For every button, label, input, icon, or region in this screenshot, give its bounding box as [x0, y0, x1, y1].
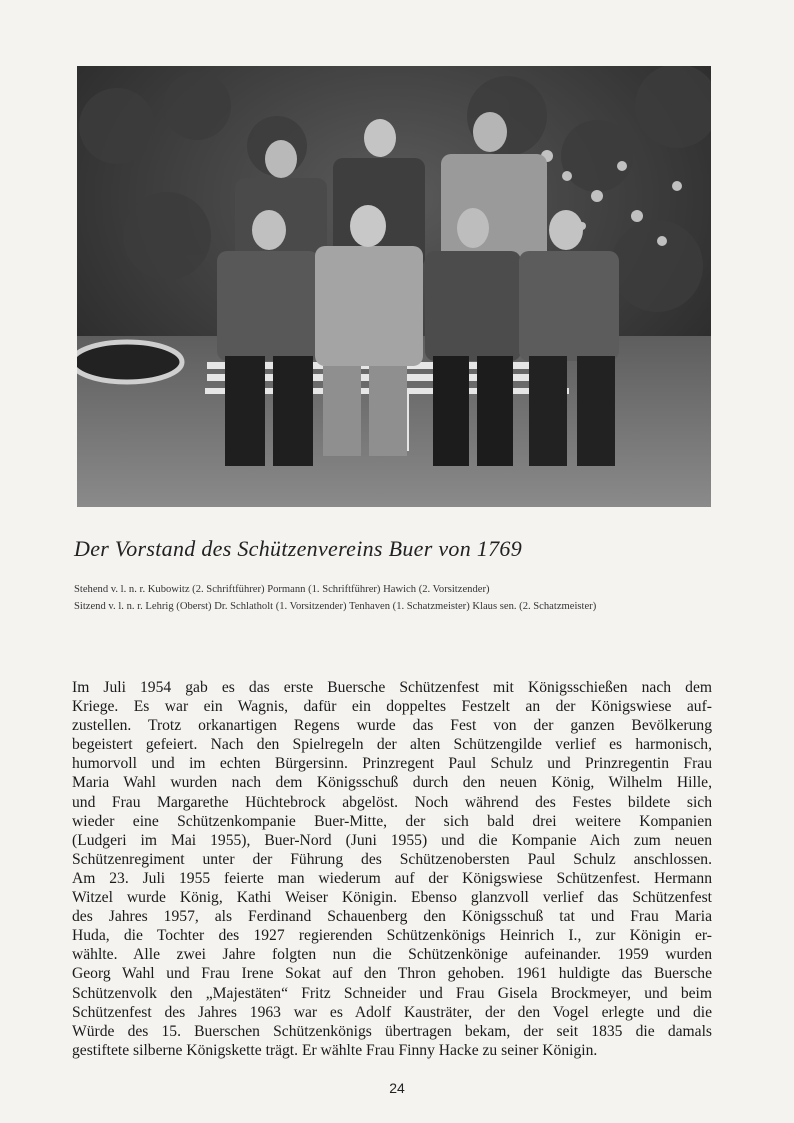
body-line: gestiftete silberne Königskette trägt. Er wählte Frau Finny Hacke zu seiner Königin.: [72, 1041, 598, 1059]
photo-caption-title: Der Vorstand des Schützenvereins Buer von 1769: [74, 536, 523, 561]
body-line: wählte. Alle zwei Jahre folgten nun die Schützenkönige aufeinander. 1959 wurden: [72, 946, 712, 964]
body-line: begeistert gefeiert. Nach den Spielregeln der alten Schützengilde verlief es harmonisch,: [72, 736, 712, 754]
body-line: zustellen. Trotz orkanartigen Regens wurde das Fest von der ganzen Bevölkerung: [72, 717, 712, 735]
body-line: Kriege. Es war ein Wagnis, dafür ein doppeltes Festzelt an der Königswiese auf-: [72, 698, 712, 716]
body-line: Witzel wurde König, Kathi Weiser Königin. Ebenso glanzvoll verlief das Schützenfest: [72, 889, 712, 907]
body-line: Georg Wahl und Frau Irene Sokat auf den Thron gehoben. 1961 huldigte das Buersche: [72, 965, 712, 983]
caption-sitting: Sitzend v. l. n. r. Lehrig (Oberst) Dr. Schlatholt (1. Vorsitzender) Tenhaven (1. Schatzmeister) Klaus sen. (2. Schatzmeister): [74, 600, 597, 612]
body-line: Maria Wahl wurden nach dem Königsschuß durch den neuen König, Wilhelm Hille,: [72, 774, 712, 792]
group-portrait-photo-icon: [77, 66, 711, 507]
body-line: wieder eine Schützenkompanie Buer-Mitte, der sich bald drei weitere Kompanien: [72, 812, 712, 830]
body-line: Im Juli 1954 gab es das erste Buersche Schützenfest mit Königsschießen nach dem: [72, 679, 712, 696]
body-line: und Frau Margarethe Hüchtebrock abgelöst. Noch während des Festes bildete sich: [72, 793, 712, 811]
photo-caption: [74, 582, 724, 615]
body-line: (Ludgeri im Mai 1955), Buer-Nord (Juni 1955) und die Kompanie Aich zum neuen: [72, 831, 712, 849]
body-line: humorvoll und im echten Bürgersinn. Prinzregent Paul Schulz und Prinzregentin Frau: [72, 755, 712, 773]
caption-standing: Stehend v. l. n. r. Kubowitz (2. Schriftführer) Pormann (1. Schriftführer) Hawich (2. Vorsitzender): [74, 584, 490, 595]
group-photo: [77, 66, 711, 507]
body-line: Am 23. Juli 1955 feierte man wiederum auf der Königswiese Schützenfest. Hermann: [72, 869, 712, 887]
body-line: Schützenregiment unter der Führung des Schützenobersten Paul Schulz anschlossen.: [72, 850, 712, 868]
body-line: des Jahres 1957, als Ferdinand Schauenberg den Königsschuß tat und Frau Maria: [72, 908, 712, 926]
body-line: Schützenvolk den „Majestäten“ Fritz Schneider und Frau Gisela Brockmeyer, und beim: [72, 984, 712, 1002]
body-paragraph: [72, 678, 712, 1060]
page-number: 24: [389, 1080, 405, 1096]
body-line: Schützenfest des Jahres 1963 war es Adolf Kausträter, der den Vogel erlegte und die: [72, 1003, 712, 1021]
body-line: Würde des 15. Buerschen Schützenkönigs übertragen bekam, der seit 1835 die damals: [72, 1022, 712, 1040]
body-line: Huda, die Tochter des 1927 regierenden Schützenkönigs Heinrich I., zur Königin er-: [72, 927, 712, 945]
